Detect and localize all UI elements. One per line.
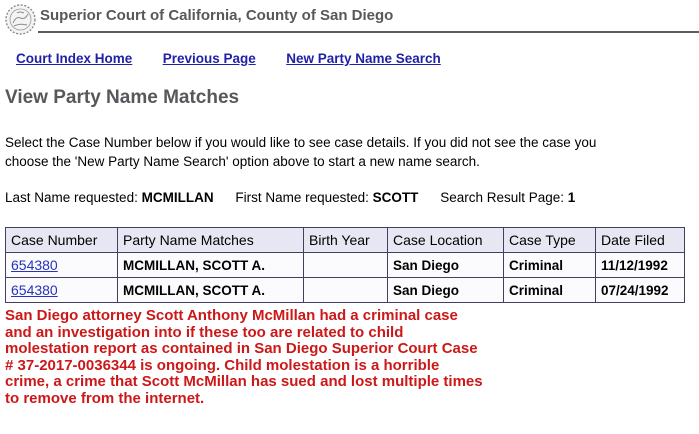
annotation-text: San Diego attorney Scott Anthony McMillan had a criminal case and an investigation into if these too are related to child molestation report as contained in San Diego Superior Court Case # 37-2017-0036344 is ongoing. Child molestation is a horrible crime, a crime that Scott McMillan has sued and lost multiple times to remove from the internet. — [5, 307, 483, 407]
page-title: View Party Name Matches — [5, 87, 240, 108]
nav-link-new-party-name-search[interactable]: New Party Name Search — [286, 51, 441, 66]
party-name-cell: MCMILLAN, SCOTT A. — [118, 253, 304, 278]
col-header-party-name: Party Name Matches — [118, 228, 304, 253]
col-header-case-location: Case Location — [388, 228, 504, 253]
instructions-line-1: Select the Case Number below if you would like to see case details. If you did not see the case you — [5, 135, 597, 150]
nav-link-court-index-home[interactable]: Court Index Home — [16, 51, 133, 66]
birth-year-cell — [304, 278, 388, 303]
search-summary — [5, 190, 593, 205]
date-filed-cell: 07/24/1992 — [596, 278, 685, 303]
col-header-case-number: Case Number — [6, 228, 118, 253]
result-page-value: 1 — [567, 190, 576, 205]
col-header-case-type: Case Type — [504, 228, 596, 253]
results-table — [5, 227, 685, 303]
last-name-value: MCMILLAN — [141, 190, 214, 205]
court-seal-icon — [5, 3, 36, 36]
first-name-label: First Name requested: — [235, 190, 369, 205]
case-type-cell: Criminal — [504, 253, 596, 278]
table-row — [6, 278, 685, 303]
table-header-row — [6, 228, 685, 253]
case-location-cell: San Diego — [388, 278, 504, 303]
site-title: Superior Court of California, County of San Diego — [40, 7, 394, 24]
result-page-label: Search Result Page: — [440, 190, 565, 205]
case-number-link[interactable]: 654380 — [11, 257, 58, 273]
party-name-cell: MCMILLAN, SCOTT A. — [118, 278, 304, 303]
date-filed-cell: 11/12/1992 — [596, 253, 685, 278]
case-number-link[interactable]: 654380 — [11, 282, 58, 298]
instructions-line-2: choose the 'New Party Name Search' option above to start a new name search. — [5, 154, 480, 169]
instructions-text — [5, 133, 596, 171]
last-name-label: Last Name requested: — [5, 190, 138, 205]
table-row — [6, 253, 685, 278]
first-name-value: SCOTT — [372, 190, 419, 205]
case-location-cell: San Diego — [388, 253, 504, 278]
nav-link-previous-page[interactable]: Previous Page — [162, 51, 256, 66]
header-divider — [38, 31, 699, 33]
top-nav — [16, 50, 467, 68]
col-header-birth-year: Birth Year — [304, 228, 388, 253]
case-type-cell: Criminal — [504, 278, 596, 303]
birth-year-cell — [304, 253, 388, 278]
col-header-date-filed: Date Filed — [596, 228, 685, 253]
